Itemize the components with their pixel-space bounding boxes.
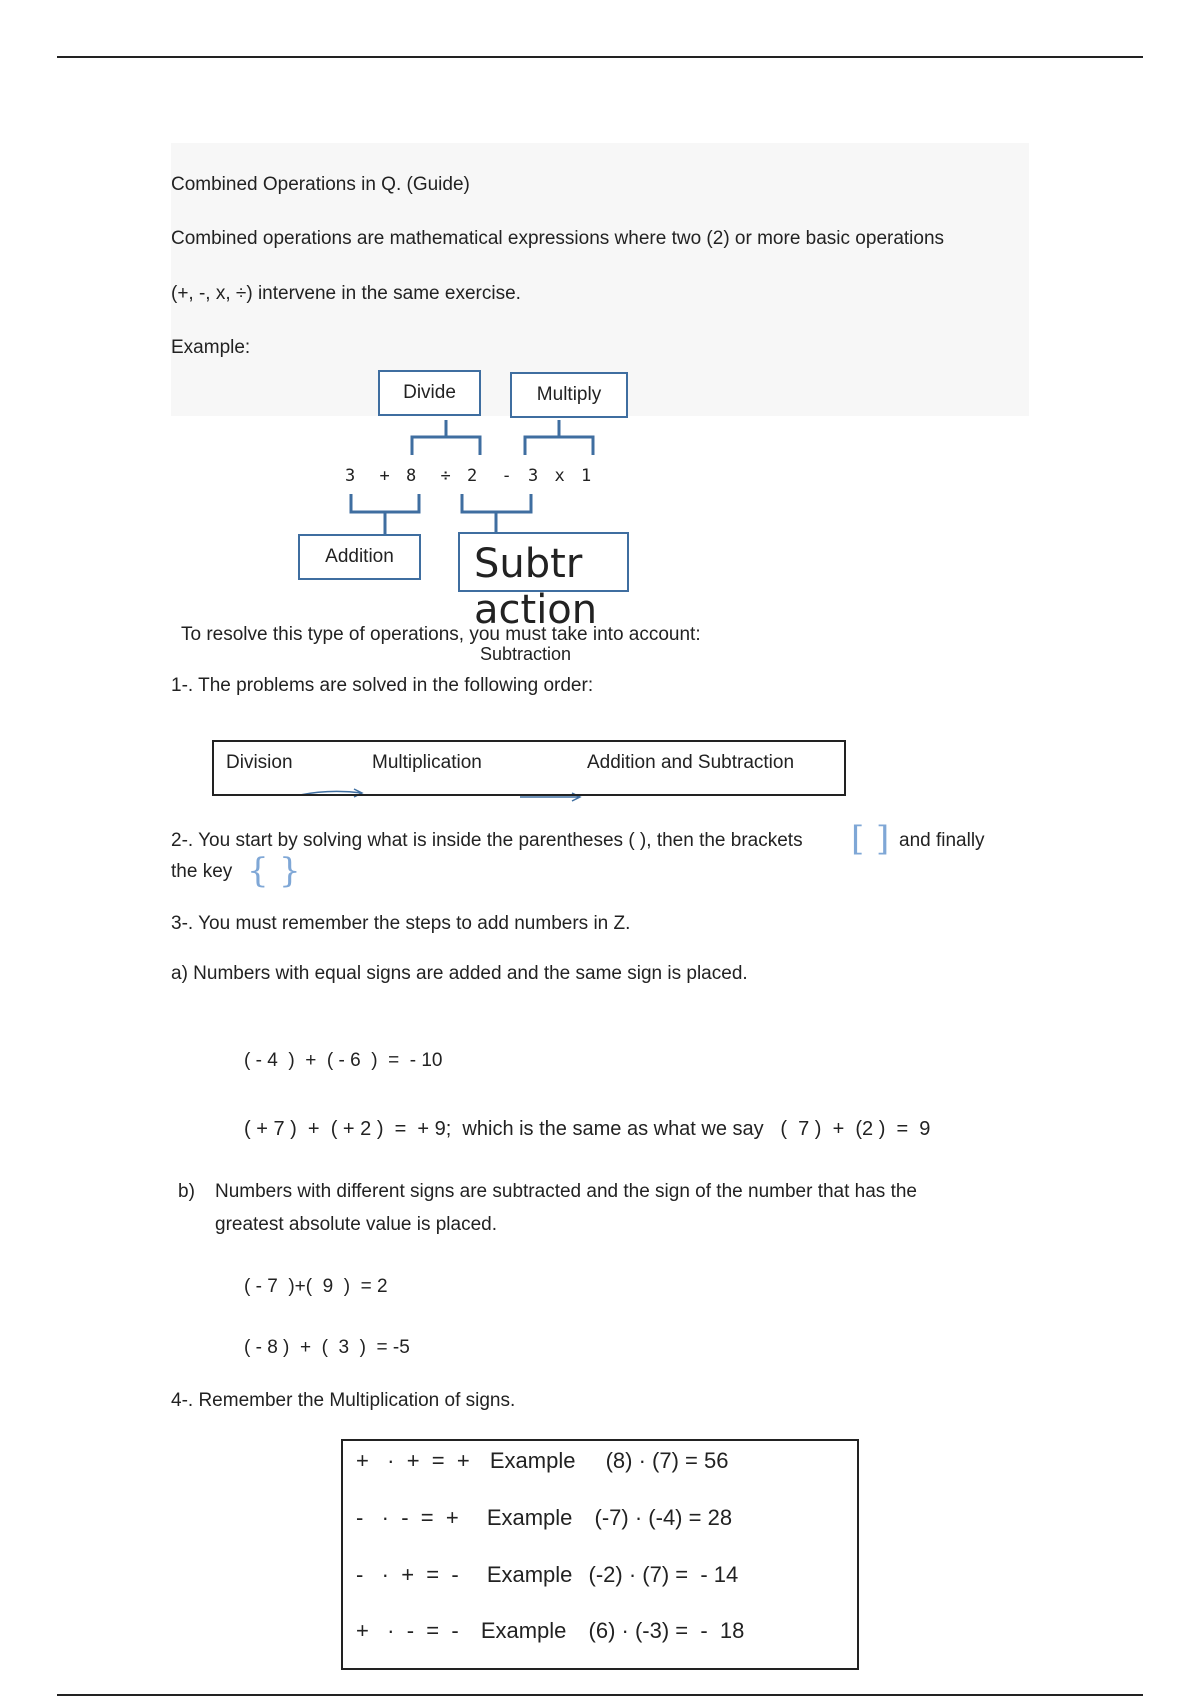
sign-row — [356, 1618, 744, 1644]
step-3b-line-1: Numbers with different signs are subtracted and the sign of the number that has the — [215, 1181, 917, 1202]
expr-op: ÷ — [440, 466, 451, 486]
order-multiplication: Multiplication — [372, 752, 482, 773]
expr-op: x — [554, 466, 565, 486]
sign-rule: + · - = - — [356, 1618, 459, 1643]
subtr-big-text-1: Subtr — [474, 541, 583, 587]
step-2-finally: and finally — [899, 830, 985, 851]
step-3a: a) Numbers with equal signs are added and the same sign is placed. — [171, 963, 748, 984]
sign-row — [356, 1505, 732, 1531]
sign-example-calc: (-2) · (7) = - 14 — [588, 1562, 739, 1587]
intro-line-1: Combined operations are mathematical expressions where two (2) or more basic operations — [171, 228, 945, 249]
example-a2: ( + 7 ) + ( + 2 ) = + 9; which is the same as what we say ( 7 ) + (2 ) = 9 — [244, 1118, 931, 1140]
subtraction-small: Subtraction — [480, 644, 572, 664]
bracket-open-icon: [ — [851, 819, 865, 859]
addition-label: Addition — [325, 546, 394, 567]
addition-box — [298, 534, 421, 580]
subtr-big-text-2: action — [474, 587, 598, 633]
sign-rule: - · - = + — [356, 1505, 459, 1530]
intro-line-2: (+, -, x, ÷) intervene in the same exercise. — [171, 283, 521, 304]
expr-term: 8 — [406, 466, 417, 486]
order-addition-subtraction: Addition and Subtraction — [587, 752, 795, 773]
sign-example-word: Example — [489, 1448, 576, 1473]
sign-row — [356, 1562, 738, 1588]
example-b1: ( - 7 )+( 9 ) = 2 — [244, 1276, 388, 1297]
step-3: 3-. You must remember the steps to add numbers in Z. — [171, 913, 631, 934]
subtraction-brace — [462, 494, 531, 532]
example-b2: ( - 8 ) + ( 3 ) = -5 — [244, 1337, 410, 1358]
expr-term: 3 — [345, 466, 356, 486]
sign-rule: - · + = - — [356, 1562, 459, 1587]
bracket-close-icon: ] — [876, 819, 890, 859]
step-2-key: the key — [171, 861, 233, 882]
sign-row — [356, 1448, 728, 1474]
expr-op: + — [379, 466, 390, 486]
example-label: Example: — [171, 337, 251, 358]
expr-term: 1 — [581, 466, 592, 486]
divide-label: Divide — [403, 382, 456, 403]
sign-example-word: Example — [480, 1618, 567, 1643]
order-division: Division — [226, 752, 293, 773]
example-a1: ( - 4 ) + ( - 6 ) = - 10 — [244, 1050, 443, 1071]
divide-brace — [412, 420, 480, 455]
sign-example-word: Example — [486, 1505, 573, 1530]
diagram-expression — [345, 464, 591, 488]
page-title: Combined Operations in Q. (Guide) — [171, 174, 470, 195]
sign-rule: + · + = + — [356, 1448, 470, 1473]
multiply-brace — [525, 420, 593, 455]
sign-example-calc: (-7) · (-4) = 28 — [594, 1505, 733, 1530]
sign-example-word: Example — [486, 1562, 573, 1587]
step-4: 4-. Remember the Multiplication of signs. — [171, 1390, 516, 1411]
expr-op: - — [501, 466, 512, 486]
multiply-label: Multiply — [536, 384, 602, 405]
step-3b-line-2: greatest absolute value is placed. — [215, 1214, 498, 1235]
sign-example-calc: (6) · (-3) = - 18 — [588, 1618, 745, 1643]
step-2-text: 2-. You start by solving what is inside the parentheses ( ), then the brackets — [171, 830, 803, 851]
bottom-rule — [57, 1694, 1143, 1696]
step-3b-label: b) — [178, 1181, 195, 1202]
sign-example-calc: (8) · (7) = 56 — [605, 1448, 729, 1473]
expr-term: 2 — [467, 466, 478, 486]
step-1: 1-. The problems are solved in the following order: — [171, 675, 594, 696]
resolve-text: To resolve this type of operations, you must take into account: — [181, 624, 701, 645]
brace-open-icon: { — [247, 851, 269, 891]
addition-brace — [351, 494, 419, 534]
brace-close-icon: } — [279, 851, 301, 891]
expr-term: 3 — [528, 466, 539, 486]
